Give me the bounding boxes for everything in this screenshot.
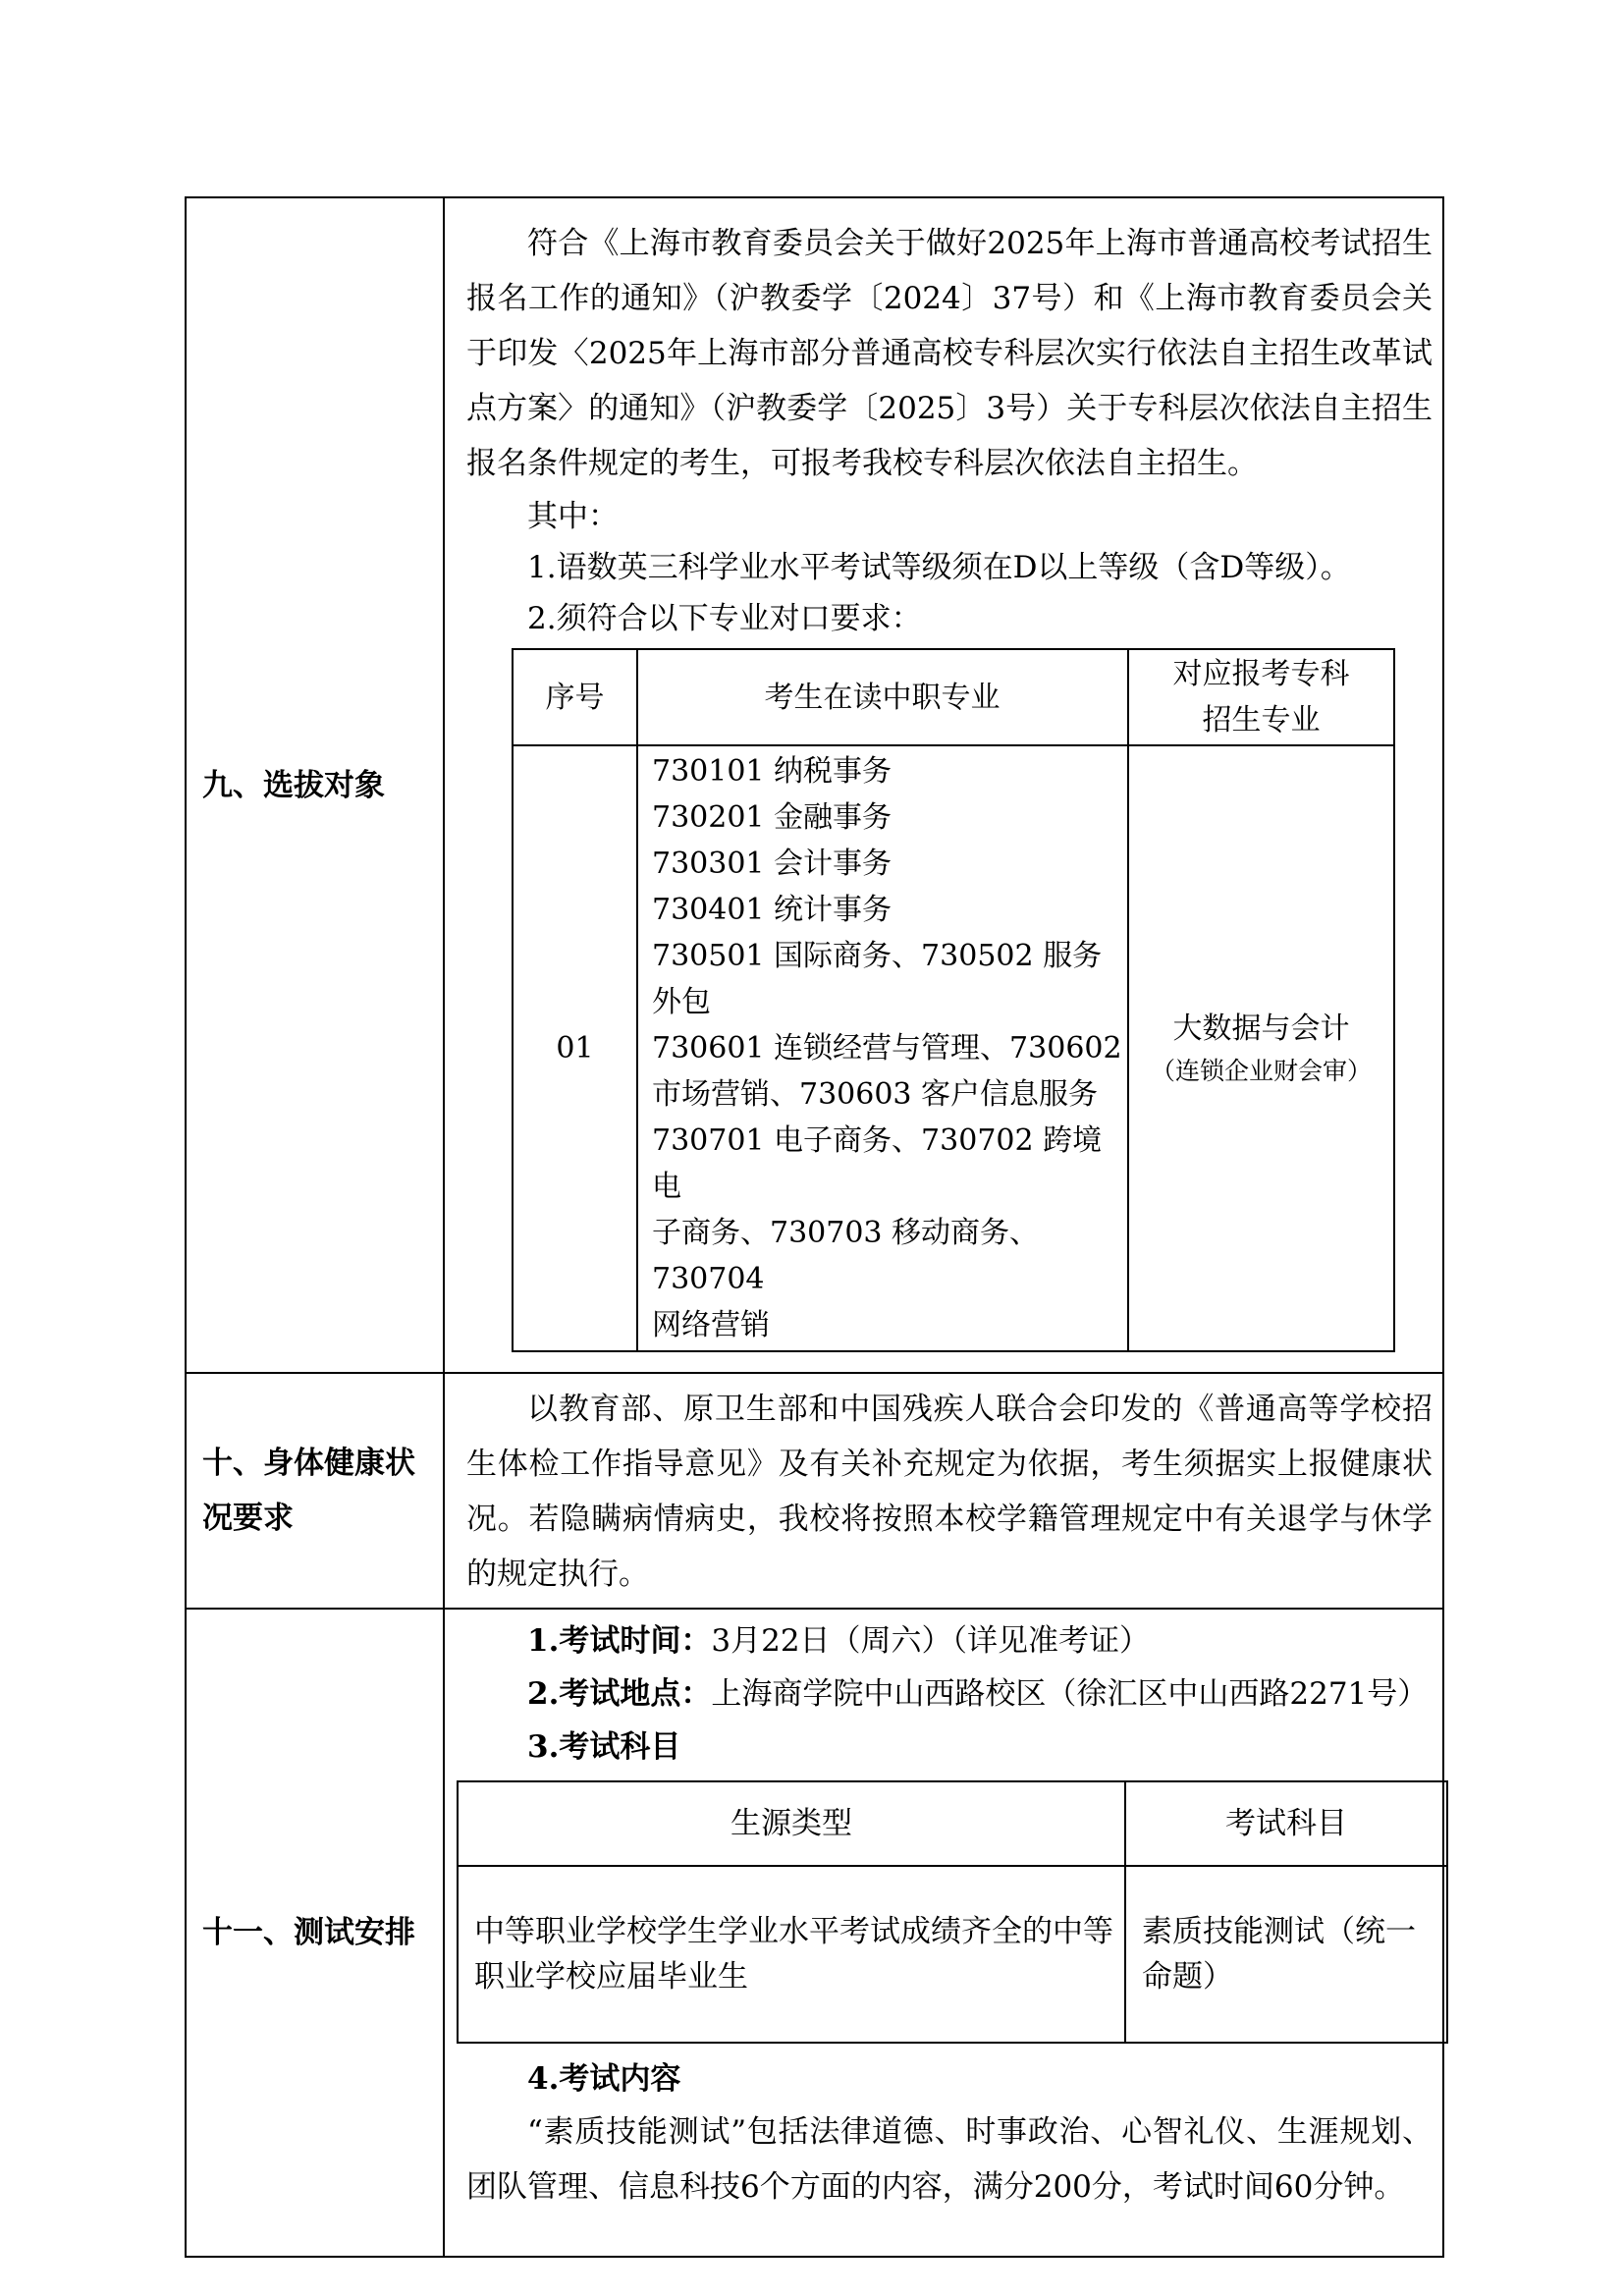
- section-selection-target: [186, 197, 1443, 1373]
- table-row: [458, 1866, 1447, 2043]
- target-major-name: 大数据与会计: [1172, 1011, 1350, 1046]
- header-cell: 生源类型: [458, 1781, 1125, 1866]
- table-header-row: [513, 649, 1394, 745]
- health-paragraph: 以教育部、原卫生部和中国残疾人联合会印发的《普通高等学校招生体检工作指导意见》及有关补充规定为依据，考生须据实上报健康状况。若隐瞒病情病史，我校将按照本校学籍管理规定中有关退学与休学的规定执行。: [466, 1392, 1433, 1592]
- list-item: 市场营销、730603 客户信息服务: [652, 1077, 1099, 1112]
- major-list: [637, 745, 1128, 1351]
- requirement-item: 1.语数英三科学业水平考试等级须在D以上等级（含D等级）。: [527, 550, 1351, 585]
- exam-subject-heading: 3.考试科目: [527, 1729, 681, 1765]
- list-item: 730301 会计事务: [652, 847, 893, 881]
- exam-time-label: 1.考试时间：: [527, 1623, 712, 1659]
- header-cell: 考试科目: [1125, 1781, 1447, 1866]
- row-number: 01: [513, 745, 637, 1351]
- label-line: 况要求: [202, 1501, 294, 1536]
- exam-time: [466, 1615, 1433, 1667]
- admission-info-table: [185, 196, 1444, 2258]
- header-line: 招生专业: [1202, 703, 1321, 738]
- target-major: [1128, 745, 1394, 1351]
- exam-place-value: 上海商学院中山西路校区（徐汇区中山西路2271号）: [711, 1676, 1429, 1712]
- label-line: 十、身体健康状: [202, 1446, 415, 1481]
- section-content: [444, 1373, 1443, 1609]
- exam-place: [466, 1667, 1433, 1722]
- header-cell: 序号: [513, 649, 637, 745]
- target-major-note: （连锁企业财会审）: [1150, 1057, 1372, 1085]
- section-content: [444, 197, 1443, 1373]
- header-cell: [1128, 649, 1394, 745]
- section-label: 十一、测试安排: [186, 1609, 444, 2257]
- list-item: 730501 国际商务、730502 服务外包: [652, 939, 1103, 1019]
- list-item: 730201 金融事务: [652, 800, 893, 835]
- table-header-row: [458, 1781, 1447, 1866]
- exam-subject-cell: 素质技能测试（统一命题）: [1125, 1866, 1447, 2043]
- sub-heading: 其中：: [527, 499, 619, 534]
- list-item: 730701 电子商务、730702 跨境电: [652, 1123, 1103, 1204]
- list-item: 网络营销: [652, 1308, 770, 1342]
- requirement-item: 2.须符合以下专业对口要求：: [527, 601, 922, 636]
- list-item: 730601 连锁经营与管理、730602: [652, 1031, 1122, 1066]
- exam-time-value: 3月22日（周六）（详见准考证）: [711, 1623, 1151, 1659]
- header-cell: 考生在读中职专业: [637, 649, 1128, 745]
- section-label: 九、选拔对象: [186, 197, 444, 1373]
- section-test-arrangement: [186, 1609, 1443, 2257]
- section-label: [186, 1373, 444, 1609]
- eligibility-paragraph: 符合《上海市教育委员会关于做好2025年上海市普通高校考试招生报名工作的通知》（沪教委学〔2024〕37号）和《上海市教育委员会关于印发〈2025年上海市部分普通高校专科层次实行依法自主招生改革试点方案〉的通知》（沪教委学〔2025〕3号）关于专科层次依法自主招生报名条件规定的考生，可报考我校专科层次依法自主招生。: [466, 226, 1433, 481]
- table-row: [513, 745, 1394, 1351]
- list-item: 子商务、730703 移动商务、730704: [652, 1216, 1040, 1296]
- major-matching-table: [512, 648, 1395, 1352]
- list-item: 730401 统计事务: [652, 893, 893, 927]
- section-content: [444, 1609, 1443, 2257]
- exam-place-label: 2.考试地点：: [527, 1676, 712, 1712]
- source-type-cell: 中等职业学校学生学业水平考试成绩齐全的中等职业学校应届毕业生: [458, 1866, 1125, 2043]
- list-item: 730101 纳税事务: [652, 754, 893, 789]
- exam-content-heading: 4.考试内容: [527, 2061, 681, 2097]
- exam-content-paragraph: “素质技能测试”包括法律道德、时事政治、心智礼仪、生涯规划、团队管理、信息科技6个方面的内容，满分200分，考试时间60分钟。: [466, 2114, 1433, 2205]
- section-health: [186, 1373, 1443, 1609]
- header-line: 对应报考专科: [1172, 657, 1350, 691]
- exam-subject-table: [457, 1780, 1448, 2044]
